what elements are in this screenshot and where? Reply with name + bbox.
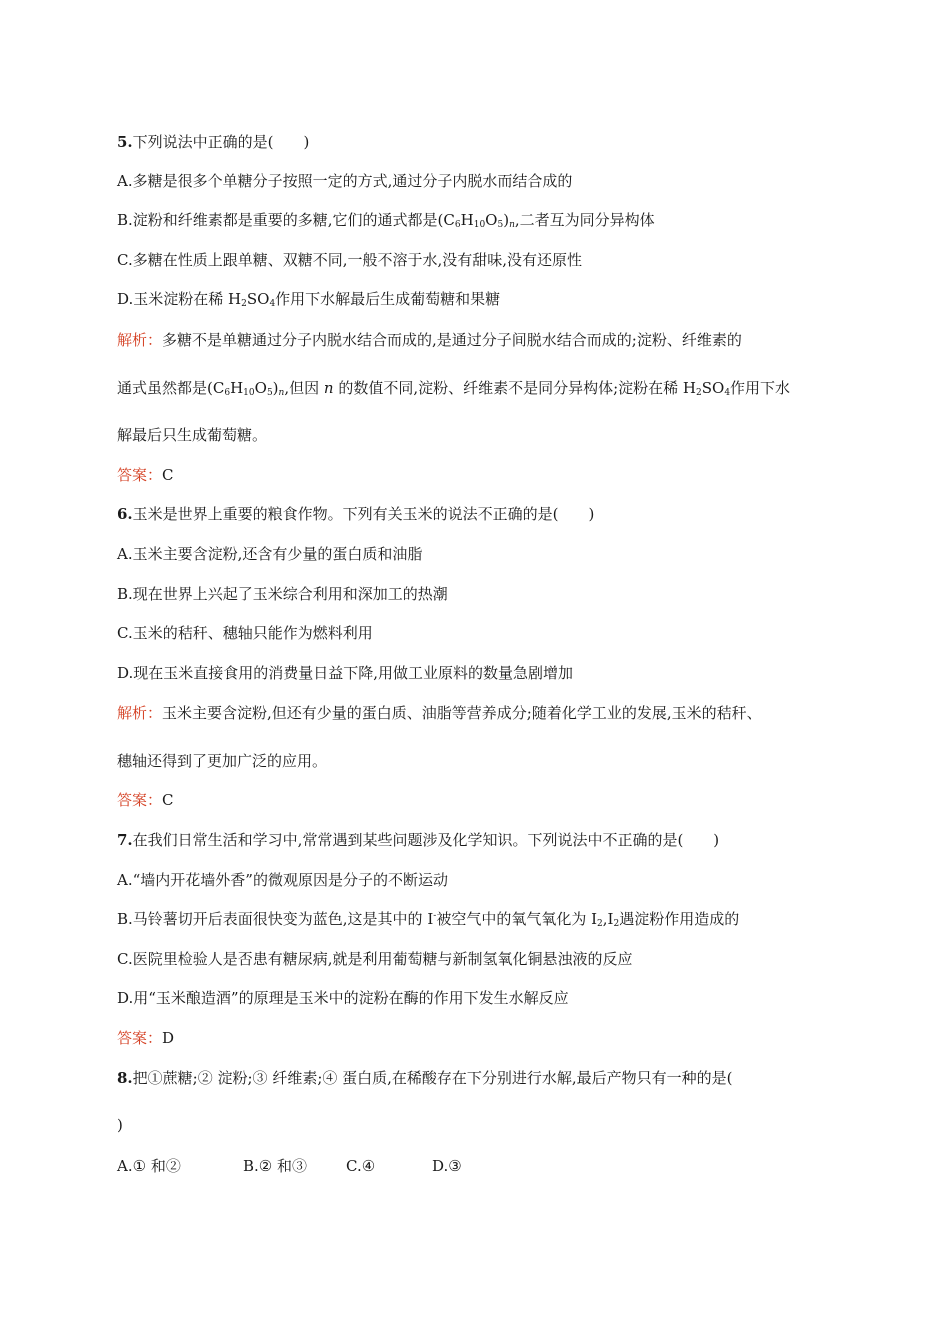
q7-option-b: B.马铃薯切开后表面很快变为蓝色,这是其中的 I-被空气中的氧气氧化为 $I_2,I_2$遇淀粉作用造成的	[117, 910, 740, 929]
q7-answer	[117, 1028, 174, 1048]
q8-option-d: D.③	[432, 1157, 462, 1175]
q8-stem: 8.把①蔗糖;② 淀粉;③ 纤维素;④ 蛋白质,在稀酸存在下分别进行水解,最后产物只有一种的是(	[117, 1069, 733, 1087]
q6-option-b: B.现在世界上兴起了玉米综合利用和深加工的热潮	[117, 585, 448, 603]
q5-answer-label: 答案：	[117, 466, 163, 484]
q5-stem-text: 下列说法中正确的是( )	[132, 133, 310, 151]
q5-analysis-line-2: 通式虽然都是$(C_6H_{10}O_5)_n$,但因 n 的数值不同,淀粉、纤维素不是同分异构体;淀粉在稀 $H_2SO_4$作用下水	[117, 379, 791, 398]
q5-analysis-line-3: 解最后只生成葡萄糖。	[117, 426, 268, 444]
q8-option-c: C.④	[346, 1157, 376, 1175]
q5-answer	[117, 465, 174, 485]
q7-answer-label: 答案：	[117, 1029, 163, 1047]
q5-stem	[117, 132, 309, 152]
q5-option-c: C.多糖在性质上跟单糖、双糖不同,一般不溶于水,没有甜味,没有还原性	[117, 251, 583, 269]
q5-option-d: D.玉米淀粉在稀 $H_2SO_4$作用下水解最后生成葡萄糖和果糖	[117, 290, 501, 309]
q8-number: 8.	[117, 1069, 133, 1087]
q6-option-a: A.玉米主要含淀粉,还含有少量的蛋白质和油脂	[117, 545, 423, 563]
q8-option-a: A.① 和②	[117, 1157, 181, 1175]
q5-answer-value: C	[162, 466, 174, 484]
q5-analysis-line-1: 解析：多糖不是单糖通过分子内脱水结合而成的,是通过分子间脱水结合而成的;淀粉、纤维素的	[117, 331, 742, 349]
q8-stem-end: )	[117, 1116, 123, 1134]
q6-stem: 6.玉米是世界上重要的粮食作物。下列有关玉米的说法不正确的是( )	[117, 505, 595, 523]
q7-answer-value: D	[162, 1029, 175, 1047]
q6-answer	[117, 790, 174, 810]
q6-analysis-line-2: 穗轴还得到了更加广泛的应用。	[117, 752, 328, 770]
q7-option-a: A.“墙内开花墙外香”的微观原因是分子的不断运动	[117, 871, 448, 889]
q7-stem: 7.在我们日常生活和学习中,常常遇到某些问题涉及化学知识。下列说法中不正确的是( )	[117, 831, 720, 849]
q5-option-b: B.淀粉和纤维素都是重要的多糖,它们的通式都是$(C_6H_{10}O_5)_n$,二者互为同分异构体	[117, 211, 655, 230]
q7-number: 7.	[117, 831, 133, 849]
q6-number: 6.	[117, 505, 133, 523]
q5-number: 5.	[117, 133, 133, 151]
q7-option-c: C.医院里检验人是否患有糖尿病,就是利用葡萄糖与新制氢氧化铜悬浊液的反应	[117, 950, 633, 968]
q6-option-c: C.玉米的秸秆、穗轴只能作为燃料利用	[117, 624, 373, 642]
q5-option-a: A.多糖是很多个单糖分子按照一定的方式,通过分子内脱水而结合成的	[117, 172, 573, 190]
q7-option-d: D.用“玉米酿造酒”的原理是玉米中的淀粉在酶的作用下发生水解反应	[117, 989, 569, 1007]
q6-option-d: D.现在玉米直接食用的消费量日益下降,用做工业原料的数量急剧增加	[117, 664, 574, 682]
q6-answer-value: C	[162, 791, 174, 809]
q5-analysis-label: 解析：	[117, 331, 163, 349]
q6-answer-label: 答案：	[117, 791, 163, 809]
q8-options	[117, 1156, 462, 1176]
q8-option-b: B.② 和③	[243, 1157, 308, 1175]
q6-analysis-line-1: 解析：玉米主要含淀粉,但还有少量的蛋白质、油脂等营养成分;随着化学工业的发展,玉米的秸秆、	[117, 704, 762, 722]
q6-analysis-label: 解析：	[117, 704, 163, 722]
